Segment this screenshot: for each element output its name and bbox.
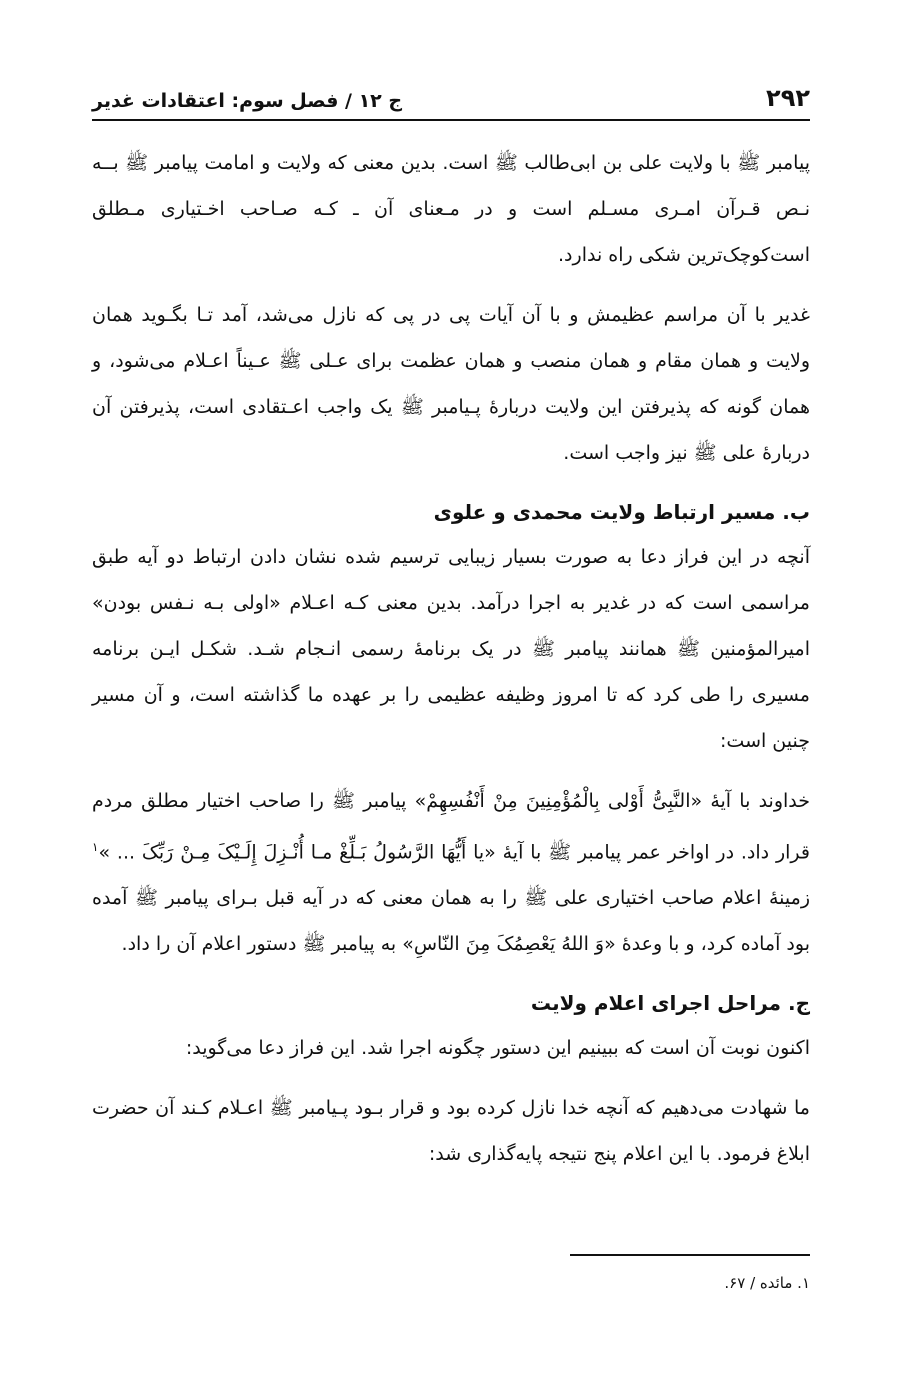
paragraph-4-part-1: خداوند با آیۀ «النَّبِیُّ أَوْلی بِالْمُؤْمِنِینَ مِنْ أَنْفُسِهِمْ» پیامبر ﷺ را صاحب اختیار مطلق مردم قرار داد. در اواخر عمر پیامبر ﷺ با آیۀ «یا أَیُّهَا الرَّسُولُ بَـلِّغْ مـا أُنْـزِلَ إِلَـیْکَ مِـنْ رَبِّکَ ... »: [92, 790, 810, 864]
paragraph-5: اکنون نوبت آن است که ببینیم این دستور چگونه اجرا شد. این فراز دعا می‌گوید:: [185, 1037, 810, 1060]
section-heading-b: ب. مسیر ارتباط ولایت محمدی و علوی: [433, 500, 810, 524]
footnote-divider: [570, 1254, 810, 1256]
footnote: ۱. مائده / ۶۷.: [724, 1274, 810, 1292]
page-body: [92, 140, 810, 1191]
running-title: ج ۱۲ / فصل سوم: اعتقادات غدیر: [92, 90, 403, 112]
paragraph-1: پیامبر ﷺ با ولایت علی بن ابی‌طالب ﷺ است. بدین معنی که ولایت و امامت پیامبر ﷺ بــه نـص قـرآن امـری مسـلم است و در مـعنای آن ـ کـه صـاحب اخـتیاری مـطلق است‌کوچک‌ترین شکی راه ندارد.: [92, 152, 810, 266]
section-heading-c: ج. مراحل اجرای اعلام ولایت: [530, 991, 810, 1016]
page-number: ۲۹۲: [766, 84, 810, 112]
page-header: [92, 72, 810, 112]
footnote-reference: ۱: [92, 840, 99, 854]
header-divider: [92, 119, 810, 121]
paragraph-3: آنچه در این فراز دعا به صورت بسیار زیبایی ترسیم شده نشان دادن ارتباط دو آیه طبق مراسمی است که در غدیر به اجرا درآمد. بدین معنی کـه اعـلام «اولی بـه نـفس بودن» امیرالمؤمنین ﷺ همانند پیامبر ﷺ در یک برنامۀ رسمی انـجام شـد. شکـل ایـن برنامه مسیری را طی کرد که تا امروز وظیفه عظیمی را بر عهده ما گذاشته است، و آن مسیر چنین است:: [92, 546, 810, 752]
paragraph-4: [92, 778, 810, 967]
paragraph-6: ما شهادت می‌دهیم که آنچه خدا نازل کرده بود و قرار بـود پـیامبر ﷺ اعـلام کـند آن حضرت ابلاغ فرمود. با این اعلام پنج نتیجه پایه‌گذاری شد:: [92, 1097, 810, 1166]
paragraph-2: غدیر با آن مراسم عظیمش و با آن آیات پی در پی که نازل می‌شد، آمد تـا بگـوید همان ولایت و همان مقام و همان منصب و همان عظمت برای عـلی ﷺ عـیناً اعـلام می‌شود، و همان گونه که پذیرفتن این ولایت دربارۀ پـیامبر ﷺ یک واجب اعـتقادی است، پذیرفتن آن دربارۀ علی ﷺ نیز واجب است.: [92, 304, 810, 464]
paragraph-4-part-2: زمینۀ اعلام صاحب اختیاری علی ﷺ را به همان معنی که در آیه قبل بـرای پیامبر ﷺ آمده بود آماده کرد، و با وعدۀ «وَ اللهُ یَعْصِمُکَ مِنَ النّاسِ» به پیامبر ﷺ دستور اعلام آن را داد.: [92, 887, 810, 956]
